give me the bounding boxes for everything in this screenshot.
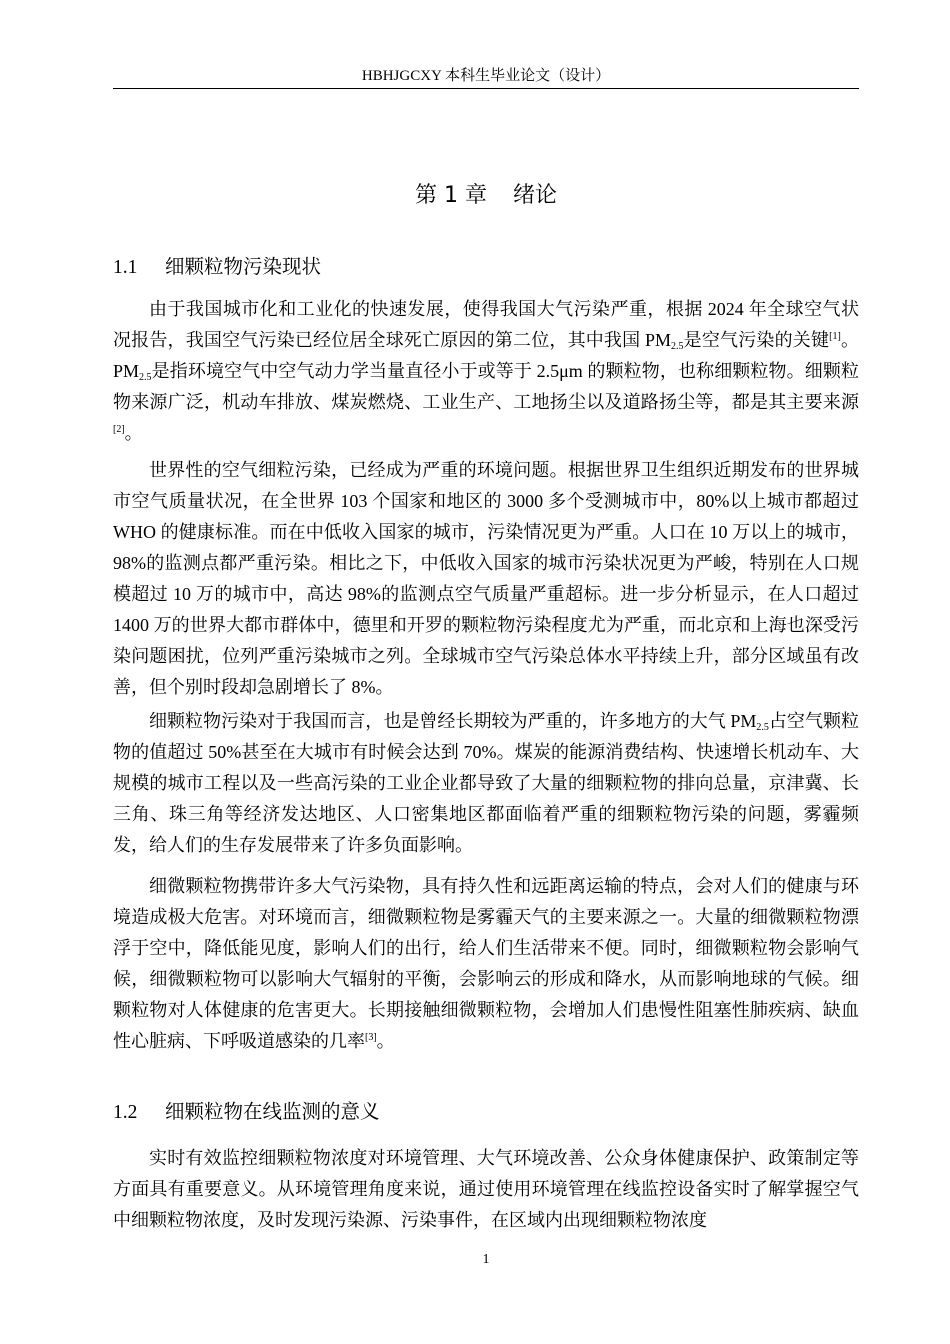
text: 是空气污染的关键 <box>683 330 830 350</box>
page-number: 1 <box>482 1252 490 1267</box>
section-heading-1-2 <box>113 1097 859 1128</box>
paragraph-5: 实时有效监控细颗粒物浓度对环境管理、大气环境改善、公众身体健康保护、政策制定等方面具有重要意义。从环境管理角度来说，通过使用环境管理在线监控设备实时了解掌握空气中细颗粒物浓度，及时发现污染源、污染事件，在区域内出现细颗粒物浓度 <box>113 1148 859 1230</box>
section-title: 细颗粒物污染现状 <box>165 255 322 278</box>
paragraph-4 <box>113 871 859 1057</box>
chapter-number: 第 1 章 <box>415 183 487 208</box>
section-title: 细颗粒物在线监测的意义 <box>165 1100 380 1123</box>
text: 。 <box>124 423 143 443</box>
section-number: 1.2 <box>113 1102 138 1123</box>
text: 细颗粒物污染对于我国而言，也是曾经长期较为严重的，许多地方的大气 PM <box>149 711 757 731</box>
text: 。 <box>376 1031 395 1051</box>
text: 是指环境空气中空气动力学当量直径小于或等于 2.5μm 的颗粒物，也称细颗粒物。细颗粒物来源广泛，机动车排放、煤炭燃烧、工业生产、工地扬尘以及道路扬尘等，都是其主要来源 <box>113 361 859 412</box>
citation[interactable]: [1] <box>829 331 841 342</box>
paragraph-2: 世界性的空气细粒污染，已经成为严重的环境问题。根据世界卫生组织近期发布的世界城市空气质量状况，在全世界 103 个国家和地区的 3000 多个受测城市中，80%以上城市都超过 WHO 的健康标准。而在中低收入国家的城市，污染情况更为严重。人口在 10 万以上的城市，98%的监测点都严重污染。相比之下，中低收入国家的城市污染状况更为严峻，特别在人口规模超过 10 万的城市中，高达 98%的监测点空气质量严重超标。进一步分析显示，在人口超过 1400 万的世界大都市群体中，德里和开罗的颗粒物污染程度尤为严重，而北京和上海也深受污染问题困扰，位列严重污染城市之列。全球城市空气污染总体水平持续上升，部分区域虽有改善，但个别时段却急剧增长了 8%。 <box>113 460 859 697</box>
chapter-title <box>113 180 859 212</box>
header-divider <box>113 88 859 89</box>
citation[interactable]: [2] <box>113 424 125 435</box>
text: 占空气颗粒物的值超过 50%甚至在大城市有时候会达到 70%。煤炭的能源消费结构、快速增长机动车、大规模的城市工程以及一些高污染的工业企业都导致了大量的细颗粒物的排向总量，京津冀、长三角、珠三角等经济发达地区、人口密集地区都面临着严重的细颗粒物污染的问题，雾霾频发，给人们的生存发展带来了许多负面影响。 <box>113 711 860 855</box>
citation[interactable]: [3] <box>365 1032 377 1043</box>
text: 细微颗粒物携带许多大气污染物，具有持久性和远距离运输的特点，会对人们的健康与环境造成极大危害。对环境而言，细微颗粒物是雾霾天气的主要来源之一。大量的细微颗粒物漂浮于空中，降低能见度，影响人们的出行，给人们生活带来不便。同时，细微颗粒物会影响气候，细微颗粒物可以影响大气辐射的平衡，会影响云的形成和降水，从而影响地球的气候。细颗粒物对人体健康的危害更大。长期接触细微颗粒物，会增加人们患慢性阻塞性肺疾病、缺血性心脏病、下呼吸道感染的几率 <box>113 876 859 1051</box>
chapter-name: 绪论 <box>512 183 557 208</box>
section-number: 1.1 <box>113 257 138 278</box>
subscript: 2.5 <box>756 722 769 733</box>
text: 由于我国城市化和工业化的快速发展，使得我国大气污染严重，根据 2024 年全球空气状况报告，我国空气污染已经位居全球死亡原因的第二位，其中我国 PM <box>113 299 859 350</box>
subscript: 2.5 <box>671 341 684 352</box>
section-heading-1-1 <box>113 252 859 283</box>
text: 。PM <box>113 330 860 381</box>
document-page <box>113 0 859 1269</box>
paragraph-1 <box>113 294 859 449</box>
running-header: HBHJGCXY 本科生毕业论文（设计） <box>361 68 611 84</box>
subscript: 2.5 <box>139 372 152 383</box>
paragraph-3 <box>113 706 859 861</box>
